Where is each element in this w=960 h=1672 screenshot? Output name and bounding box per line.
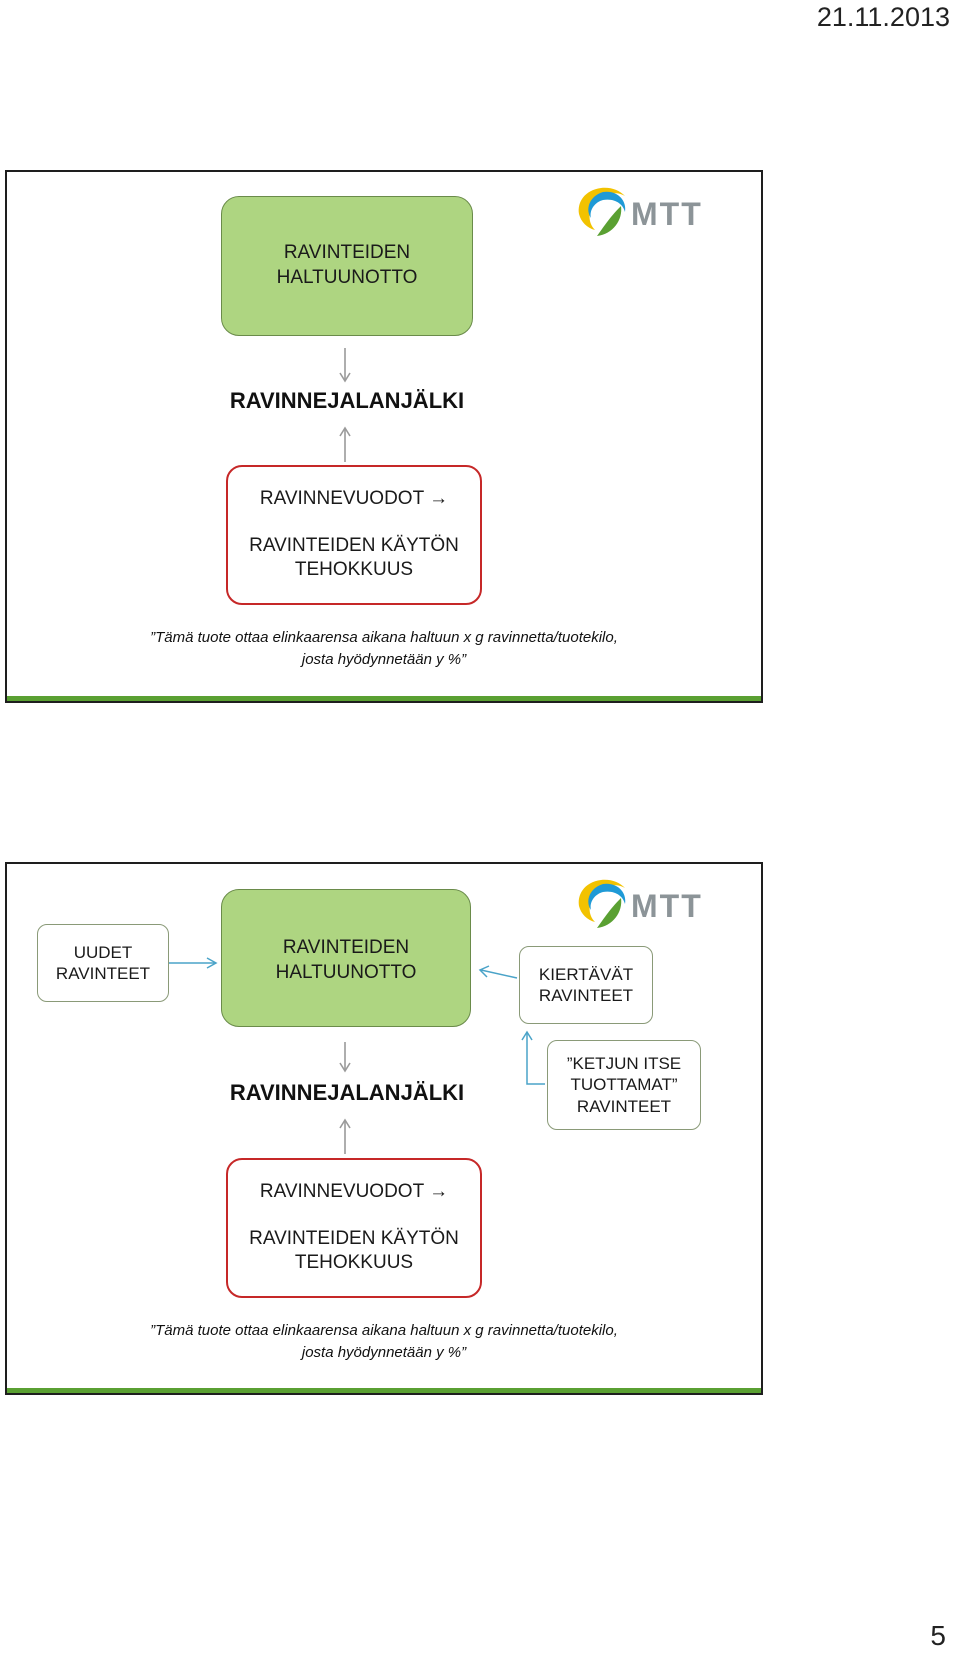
logo-text: MTT: [631, 196, 703, 232]
nutrient-flows-box: [226, 465, 482, 605]
nutrient-flows-label: RAVINNEVUODOT →: [259, 487, 449, 509]
nutrient-footprint-heading: RAVINNEJALANJÄLKI: [229, 388, 465, 413]
page-number: 5: [930, 1620, 946, 1651]
nutrient-flows-box: [226, 1158, 482, 1298]
quote-line-1: ”Tämä tuote ottaa elinkaarensa aikana haltuun x g ravinnetta/tuotekilo,: [150, 629, 618, 646]
new-nutrients-label: UUDET RAVINTEET: [55, 942, 151, 983]
nutrient-footprint-heading: RAVINNEJALANJÄLKI: [229, 1080, 465, 1105]
page-date: 21.11.2013: [816, 2, 950, 32]
quote-line-1: ”Tämä tuote ottaa elinkaarensa aikana haltuun x g ravinnetta/tuotekilo,: [150, 1322, 618, 1339]
usage-efficiency-label: RAVINTEIDEN KÄYTÖN TEHOKKUUS: [249, 1227, 459, 1274]
usage-efficiency-label: RAVINTEIDEN KÄYTÖN TEHOKKUUS: [249, 534, 459, 581]
slide-2: [5, 862, 763, 1395]
accent-bar: [7, 1388, 761, 1393]
quote-line-2: josta hyödynnetään y %”: [301, 650, 467, 668]
quote-line-2: josta hyödynnetään y %”: [301, 1343, 467, 1361]
quote-text: [7, 1320, 761, 1364]
chain-produced-nutrients-label: ”KETJUN ITSE TUOTTAMAT” RAVINTEET: [566, 1054, 682, 1116]
nutrient-flows-label: RAVINNEVUODOT →: [259, 1180, 449, 1202]
quote-text: [7, 627, 761, 671]
slide1-arrows: [7, 172, 765, 705]
nutrient-uptake-label: RAVINTEIDEN HALTUUNOTTO: [276, 242, 418, 288]
nutrient-uptake-label: RAVINTEIDEN HALTUUNOTTO: [275, 937, 417, 983]
logo-text: MTT: [631, 888, 703, 924]
slide-1: [5, 170, 763, 703]
accent-bar: [7, 696, 761, 701]
slide2-arrows: [7, 864, 765, 1397]
recycled-nutrients-label: KIERTÄVÄT RAVINTEET: [538, 964, 634, 1005]
